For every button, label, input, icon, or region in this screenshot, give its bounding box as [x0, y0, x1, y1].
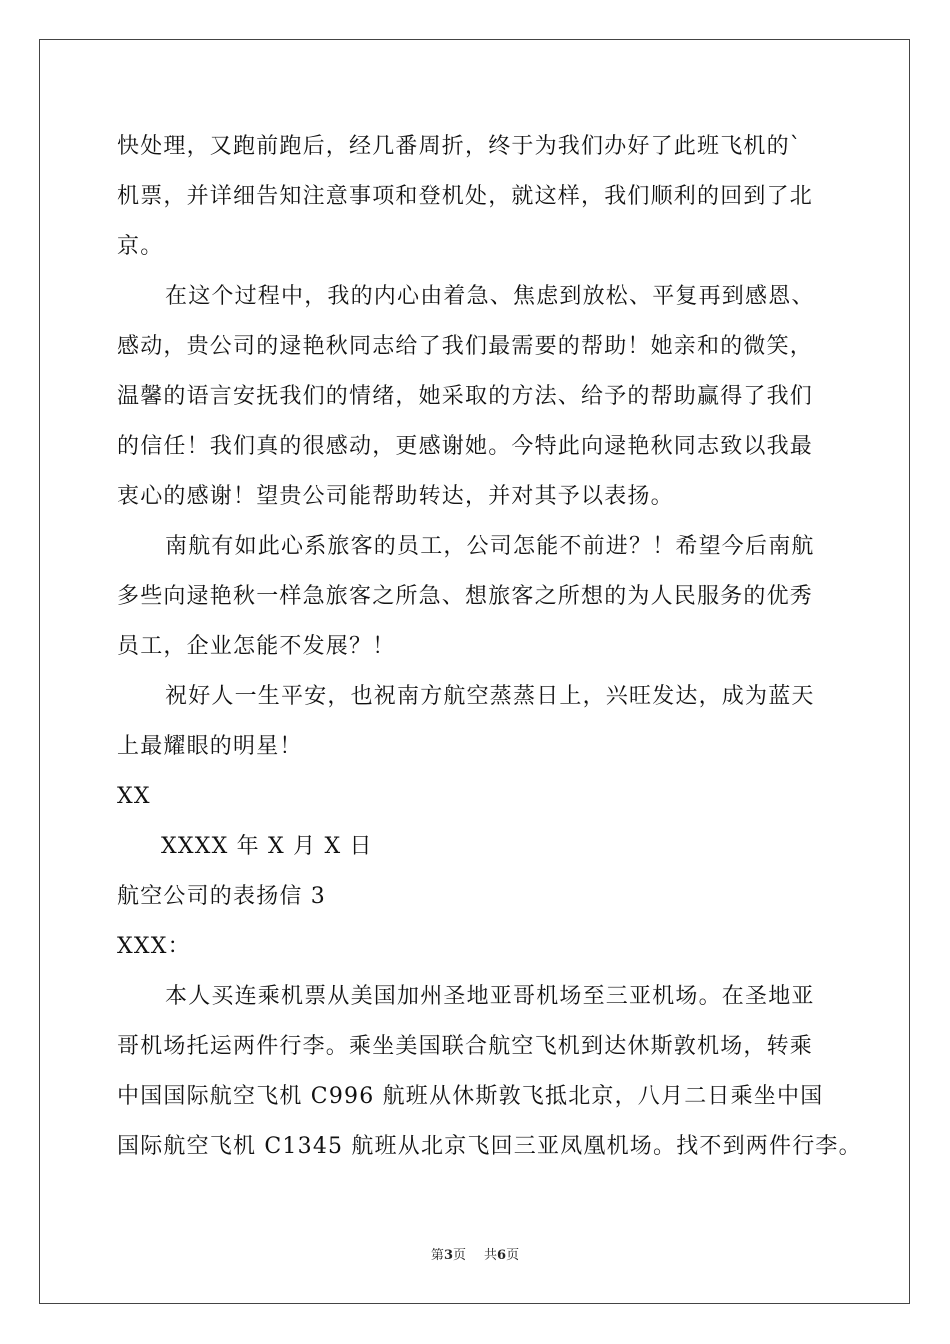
text-line: 京。	[117, 234, 164, 259]
total-page-number: 6	[497, 1248, 507, 1263]
page-suffix: 页	[452, 1248, 466, 1263]
paragraph-start: 祝好人一生平安，也祝南方航空蒸蒸日上，兴旺发达，成为蓝天	[165, 684, 815, 709]
letter-body	[117, 122, 862, 1172]
text-line: 的信任！我们真的很感动，更感谢她。今特此向逯艳秋同志致以我最	[117, 434, 814, 459]
paragraph-start: 南航有如此心系旅客的员工，公司怎能不前进？！希望今后南航	[165, 534, 815, 559]
paragraph-start: 本人买连乘机票从美国加州圣地亚哥机场至三亚机场。在圣地亚	[165, 984, 815, 1009]
signature-date: XXXX 年 X 月 X 日	[161, 834, 373, 859]
text-line: 多些向逯艳秋一样急旅客之所急、想旅客之所想的为人民服务的优秀	[117, 584, 814, 609]
current-page-number: 3	[443, 1248, 453, 1263]
total-suffix: 页	[506, 1248, 520, 1263]
total-prefix: 共	[484, 1248, 498, 1263]
text-line: 快处理，又跑前跑后，经几番周折，终于为我们办好了此班飞机的`	[117, 134, 803, 159]
text-line: 员工，企业怎能不发展？！	[117, 634, 396, 659]
section-title: 航空公司的表扬信 3	[117, 884, 326, 909]
text-line: 上最耀眼的明星！	[117, 734, 303, 759]
text-line: 感动，贵公司的逯艳秋同志给了我们最需要的帮助！她亲和的微笑，	[117, 334, 814, 359]
text-line: 中国国际航空飞机 C996 航班从休斯敦飞抵北京，八月二日乘坐中国	[117, 1084, 824, 1109]
page-footer	[0, 1244, 950, 1263]
signature-name: XX	[117, 784, 151, 809]
text-line: 国际航空飞机 C1345 航班从北京飞回三亚凤凰机场。找不到两件行李。	[117, 1134, 862, 1159]
text-line: 机票，并详细告知注意事项和登机处，就这样，我们顺利的回到了北	[117, 184, 814, 209]
page-prefix: 第	[430, 1248, 444, 1263]
text-line: 哥机场托运两件行李。乘坐美国联合航空飞机到达休斯敦机场，转乘	[117, 1034, 814, 1059]
salutation: XXX：	[117, 934, 191, 959]
text-line: 衷心的感谢！望贵公司能帮助转达，并对其予以表扬。	[117, 484, 674, 509]
text-line: 温馨的语言安抚我们的情绪，她采取的方法、给予的帮助赢得了我们	[117, 384, 814, 409]
paragraph-start: 在这个过程中，我的内心由着急、焦虑到放松、平复再到感恩、	[165, 284, 815, 309]
